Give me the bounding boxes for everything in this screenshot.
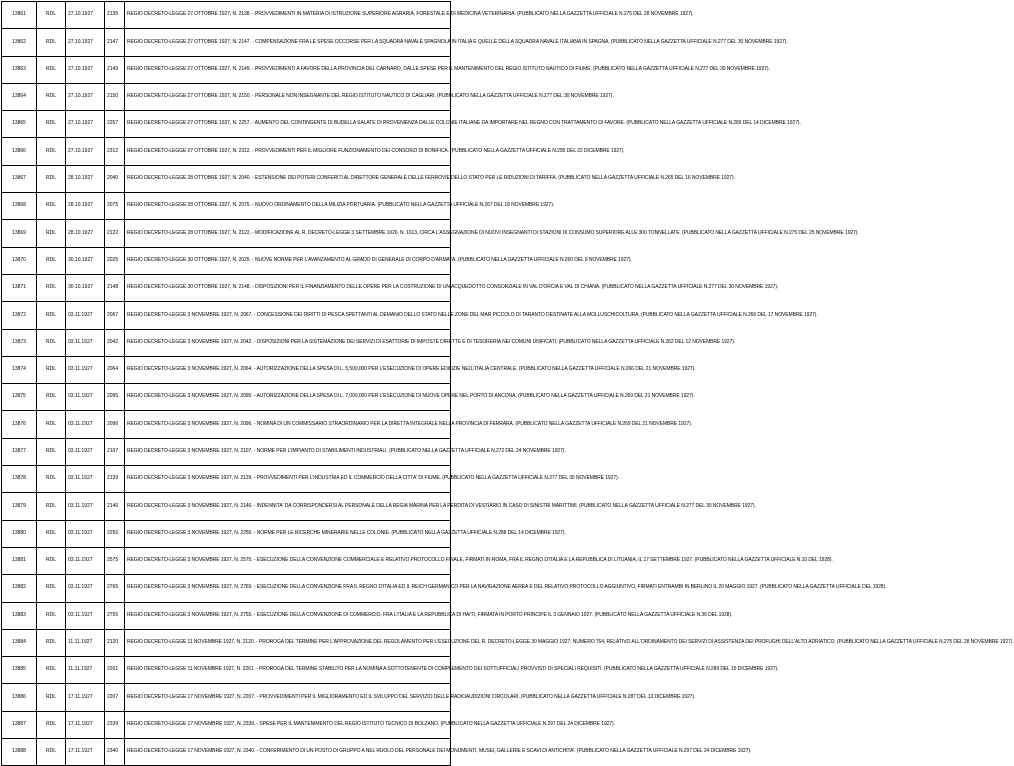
row-description-cell: REGIO DECRETO-LEGGE 3 NOVEMBRE 1927, N. 2107. - NORME PER L'IMPIANTO DI STABILIMENTI INDUSTRIALI. (PUBBLICATO NELLA GAZZETTA UFFICIALE N.272 DEL 24 NOVEMBRE 1927). [125,438,451,465]
row-description-cell: REGIO DECRETO-LEGGE 30 OTTOBRE 1927, N. 2148. - DISPOSIZIONI PER IL FINANZIAMENTO DELLE OPERE PER LA COSTRUZIONE DI UN ACQUEDOTTO CONSORZIALE IN VAL D'ORCIA E VAL DI CHIANA. (PUBBLICATO NELLA GAZZETTA UFFICIALE N.277 DEL 30 NOVEMBRE 1927). [125,274,451,301]
row-number-cell: 13876 [2,411,37,438]
table-row [2,138,451,165]
row-date-cell: 03.11.1927 [66,466,105,493]
row-number-cell: 13883 [2,602,37,629]
row-type-cell: RDL [37,356,66,383]
row-type-cell: RDL [37,193,66,220]
row-date-cell: 28.10.1927 [66,220,105,247]
row-date-cell: 03.11.1927 [66,602,105,629]
row-law-number-cell: 2107 [105,438,125,465]
row-number-cell: 13884 [2,629,37,656]
row-date-cell: 27.10.1927 [66,111,105,138]
row-number-cell: 13864 [2,83,37,110]
row-number-cell: 13862 [2,29,37,56]
row-type-cell: RDL [37,575,66,602]
row-type-cell: RDL [37,657,66,684]
row-description-cell: REGIO DECRETO-LEGGE 3 NOVEMBRE 1927, N. 2146. - INDENNITA' DA CORRISPONDERSI AL PERSONALE DELLA REGIA MARINA PER LA PERDITA DI VESTIARIO IN CASO DI SINISTRI MARITTIMI. (PUBBLICATO NELLA GAZZETTA UFFICIALE N.277 DEL 30 NOVEMBRE 1927). [125,493,451,520]
row-description-cell: REGIO DECRETO-LEGGE 3 NOVEMBRE 1927, N. 2042. - DISPOSIZIONI PER LA SISTEMAZIONE DEI SERVIZI DI ESATTORIE DI IMPOSTE DIRETTE E DI TESORERIA NEI COMUNI UNIFICATI. (PUBBLICATO NELLA GAZZETTA UFFICIALE N.262 DEL 12 NOVEMBRE 1927). [125,329,451,356]
row-law-number-cell: 2261 [105,657,125,684]
row-law-number-cell: 2096 [105,411,125,438]
row-description-cell: REGIO DECRETO-LEGGE 28 OTTOBRE 1927, N. 2040. - ESTENSIONE DEI POTERI CONFERITI AL DIRETTORE GENERALE DELLE FERROVIE DELLO STATO PER LE RIDUZIONI DI TARIFFA. (PUBBLICATO NELLA GAZZETTA UFFICIALE N.265 DEL 16 NOVEMBRE 1927). [125,165,451,192]
table-row [2,2,451,29]
row-date-cell: 28.10.1927 [66,193,105,220]
table-row [2,56,451,83]
row-number-cell: 13866 [2,138,37,165]
row-law-number-cell: 2340 [105,739,125,766]
row-number-cell: 13870 [2,247,37,274]
table-row [2,711,451,738]
row-description-cell: REGIO DECRETO-LEGGE 3 NOVEMBRE 1927, N. 2139. - PROVVEDIMENTI PER L'INDUSTRIA ED IL COMMERCIO DELLA CITTA' DI FIUME. (PUBBLICATO NELLA GAZZETTA UFFICIALE N.277 DEL 30 NOVEMBRE 1927). [125,466,451,493]
row-type-cell: RDL [37,384,66,411]
row-type-cell: RDL [37,29,66,56]
table-row [2,657,451,684]
row-number-cell: 13861 [2,2,37,29]
row-type-cell: RDL [37,520,66,547]
row-type-cell: RDL [37,739,66,766]
table-row [2,739,451,766]
row-law-number-cell: 2042 [105,329,125,356]
row-date-cell: 03.11.1927 [66,384,105,411]
row-date-cell: 03.11.1927 [66,302,105,329]
row-type-cell: RDL [37,111,66,138]
table-row [2,111,451,138]
row-description-cell: REGIO DECRETO-LEGGE 3 NOVEMBRE 1927, N. 2095. - AUTORIZZAZIONE DELLA SPESA DI L. 7,000,000 PER L'ESECUZIONE DI NUOVE OPERE NEL PORTO DI ANCONA. (PUBBLICATO NELLA GAZZETTA UFFICIALE N.269 DEL 21 NOVEMBRE 1927). [125,384,451,411]
row-type-cell: RDL [37,274,66,301]
table-row [2,274,451,301]
row-date-cell: 27.10.1927 [66,138,105,165]
row-number-cell: 13874 [2,356,37,383]
row-law-number-cell: 2150 [105,83,125,110]
table-row [2,83,451,110]
row-law-number-cell: 2765 [105,575,125,602]
row-description-cell: REGIO DECRETO-LEGGE 3 NOVEMBRE 1927, N. 2575. - ESECUZIONE DELLA CONVENZIONE COMMERCIALE E RELATIVO PROTOCOLLO FINALE, FIRMATI IN ROMA, FRA IL REGNO D'ITALIA E LA REPUBBLICA DI LITUANIA, IL 17 SETTEMBRE 1927. (PUBBLICATO NELLA GAZZETTA UFFICIALE N.10 DEL 1928). [125,547,451,574]
row-date-cell: 27.10.1927 [66,2,105,29]
law-register-table [1,1,1014,766]
row-date-cell: 03.11.1927 [66,329,105,356]
row-number-cell: 13880 [2,520,37,547]
row-date-cell: 11.11.1927 [66,629,105,656]
row-law-number-cell: 2312 [105,138,125,165]
row-type-cell: RDL [37,165,66,192]
table-row [2,520,451,547]
row-law-number-cell: 2575 [105,547,125,574]
row-type-cell: RDL [37,466,66,493]
row-type-cell: RDL [37,329,66,356]
row-law-number-cell: 2135 [105,2,125,29]
table-row [2,602,451,629]
row-number-cell: 13886 [2,684,37,711]
row-date-cell: 30.10.1927 [66,274,105,301]
row-law-number-cell: 2122 [105,220,125,247]
row-type-cell: RDL [37,247,66,274]
row-description-cell: REGIO DECRETO-LEGGE 17 NOVEMBRE 1927, N. 2207. - PROVVEDIMENTI PER IL MIGLIORAMENTO ED IL SVILUPPO DEL SERVIZIO DELLE RADIOAUDIZIONI CIRCOLARI. (PUBBLICATO NELLA GAZZETTA UFFICIALE N.287 DEL 13 DICEMBRE 1927). [125,684,451,711]
table-row [2,220,451,247]
row-type-cell: RDL [37,83,66,110]
row-number-cell: 13885 [2,657,37,684]
row-type-cell: RDL [37,602,66,629]
table-row [2,193,451,220]
row-description-cell: REGIO DECRETO-LEGGE 3 NOVEMBRE 1927, N. 2256. - NORME PER LE RICERCHE MINERARIE NELLE COLONIE. (PUBBLICATO NELLA GAZZETTA UFFICIALE N.288 DEL 14 DICEMBRE 1927). [125,520,451,547]
row-description-cell: REGIO DECRETO-LEGGE 3 NOVEMBRE 1927, N. 2755. - ESECUZIONE DELLA CONVENZIONE DI COMMERCIO, FRA L'ITALIA E LA REPUBBLICA DI HAITI, FIRMATA IN PORTO PRINCIPE IL 3 GENNAIO 1927. (PUBBLICATO NELLA GAZZETTA UFFICIALE N.36 DEL 1928). [125,602,451,629]
table-row [2,302,451,329]
row-number-cell: 13867 [2,165,37,192]
row-date-cell: 17.11.1927 [66,711,105,738]
row-number-cell: 13887 [2,711,37,738]
row-description-cell: REGIO DECRETO-LEGGE 27 OTTOBRE 1927, N. 2149. - PROVVEDIMENTI A FAVORE DELLA PROVINCIA DEL CARNARO, DALLE SPESE PER IL MANTENIMENTO DEL REGIO ISTITUTO NAUTICO DI FIUME. (PUBBLICATO NELLA GAZZETTA UFFICIALE N.277 DEL 30 NOVEMBRE 1927). [125,56,451,83]
row-date-cell: 27.10.1927 [66,29,105,56]
row-type-cell: RDL [37,56,66,83]
row-number-cell: 13879 [2,493,37,520]
row-type-cell: RDL [37,138,66,165]
row-number-cell: 13882 [2,575,37,602]
row-date-cell: 17.11.1927 [66,684,105,711]
row-date-cell: 03.11.1927 [66,493,105,520]
row-number-cell: 13888 [2,739,37,766]
row-type-cell: RDL [37,629,66,656]
row-law-number-cell: 2075 [105,193,125,220]
table-row [2,575,451,602]
row-law-number-cell: 2148 [105,274,125,301]
row-type-cell: RDL [37,2,66,29]
table-row [2,547,451,574]
row-number-cell: 13863 [2,56,37,83]
table-row [2,384,451,411]
row-number-cell: 13875 [2,384,37,411]
row-number-cell: 13873 [2,329,37,356]
table-row [2,356,451,383]
row-type-cell: RDL [37,493,66,520]
row-number-cell: 13868 [2,193,37,220]
row-type-cell: RDL [37,302,66,329]
table-row [2,329,451,356]
row-date-cell: 03.11.1927 [66,575,105,602]
row-number-cell: 13881 [2,547,37,574]
row-description-cell: REGIO DECRETO-LEGGE 17 NOVEMBRE 1927, N. 2340. - CONFERIMENTO DI UN POSTO DI GRUPPO A NEL RUOLO DEL PERSONALE DEI MONUMENTI, MUSEI, GALLERIE E SCAVI DI ANTICHITA'. (PUBBLICATO NELLA GAZZETTA UFFICIALE N.297 DEL 24 DICEMBRE 1927). [125,739,451,766]
row-date-cell: 11.11.1927 [66,657,105,684]
row-number-cell: 13871 [2,274,37,301]
row-description-cell: REGIO DECRETO-LEGGE 3 NOVEMBRE 1927, N. 2765. - ESECUZIONE DELLA CONVENZIONE FRA IL REGNO D'ITALIA ED IL REICH GERMANICO PER LA NAVIGAZIONE AEREA E DEL RELATIVO PROTOCOLLO AGGIUNTIVO, FIRMATI ENTRAMBI IN BERLINO IL 20 MAGGIO 1927. (PUBBLICATO NELLA GAZZETTA UFFICIALE DEL 1928). [125,575,451,602]
row-law-number-cell: 2139 [105,466,125,493]
row-date-cell: 03.11.1927 [66,356,105,383]
row-law-number-cell: 2095 [105,384,125,411]
table-row [2,29,451,56]
row-date-cell: 30.10.1927 [66,247,105,274]
row-number-cell: 13872 [2,302,37,329]
row-date-cell: 27.10.1927 [66,56,105,83]
row-date-cell: 27.10.1927 [66,83,105,110]
row-description-cell: REGIO DECRETO-LEGGE 3 NOVEMBRE 1927, N. 2067. - CONCESSIONE DEI DIRITTI DI PESCA SPETTANTI AL DEMANIO DELLO STATO NELLE ZONE DEL MAR PICCOLO DI TARANTO DESTINATE ALLA MOLLUSCHICOLTURA. (PUBBLICATO NELLA GAZZETTA UFFICIALE N.266 DEL 17 NOVEMBRE 1927). [125,302,451,329]
table-row [2,247,451,274]
row-date-cell: 03.11.1927 [66,411,105,438]
row-description-cell: REGIO DECRETO-LEGGE 27 OTTOBRE 1927, N. 2147. - COMPENSAZIONE FRA LE SPESE OCCORSE PER LA SQUADRA NAVALE SPAGNOLA IN ITALIA E QUELLE DELLA SQUADRA NAVALE ITALIANA IN SPAGNA. (PUBBLICATO NELLA GAZZETTA UFFICIALE N.277 DEL 30 NOVEMBRE 1927). [125,29,451,56]
row-law-number-cell: 2146 [105,493,125,520]
table-row [2,493,451,520]
table-row [2,165,451,192]
row-type-cell: RDL [37,220,66,247]
row-law-number-cell: 2040 [105,165,125,192]
row-description-cell: REGIO DECRETO-LEGGE 27 OTTOBRE 1927, N. 2150. - PERSONALE NON INSEGNANTE DEL REGIO ISTITUTO NAUTICO DI CAGLIARI. (PUBBLICATO NELLA GAZZETTA UFFICIALE N.277 DEL 30 NOVEMBRE 1927). [125,83,451,110]
row-number-cell: 13878 [2,466,37,493]
law-register-rows [2,2,1014,766]
table-row [2,629,451,656]
row-date-cell: 17.11.1927 [66,739,105,766]
row-law-number-cell: 2149 [105,56,125,83]
row-description-cell: REGIO DECRETO-LEGGE 30 OTTOBRE 1927, N. 2025. - NUOVE NORME PER L'AVANZAMENTO AL GRADO DI GENERALE DI CORPO D'ARMATA. (PUBBLICATO NELLA GAZZETTA UFFICIALE N.260 DEL 9 NOVEMBRE 1927). [125,247,451,274]
row-type-cell: RDL [37,438,66,465]
row-law-number-cell: 2257 [105,111,125,138]
table-row [2,466,451,493]
row-number-cell: 13869 [2,220,37,247]
row-number-cell: 13877 [2,438,37,465]
row-type-cell: RDL [37,411,66,438]
table-row [2,411,451,438]
row-type-cell: RDL [37,711,66,738]
row-date-cell: 03.11.1927 [66,520,105,547]
row-type-cell: RDL [37,684,66,711]
row-law-number-cell: 2067 [105,302,125,329]
row-type-cell: RDL [37,547,66,574]
row-description-cell: REGIO DECRETO-LEGGE 11 NOVEMBRE 1927, N. 2120. - PROROGA DEL TERMINE PER L'APPROVAZIONE DEL REGOLAMENTO PER L'ESECUZIONE DEL R. DECRETO-LEGGE 30 MAGGIO 1927, NUMERO 764, RELATIVO ALL'ORDINAMENTO DEI SERVIZI DI ASSISTENZA DEI PROFUGHI DELL'ALTO ADRIATICO. (PUBBLICATO NELLA GAZZETTA UFFICIALE N.275 DEL 28 NOVEMBRE 1927). [125,629,451,656]
row-law-number-cell: 2207 [105,684,125,711]
row-number-cell: 13865 [2,111,37,138]
row-description-cell: REGIO DECRETO-LEGGE 3 NOVEMBRE 1927, N. 2096. - NOMINA DI UN COMMISSARIO STRAORDINARIO PER LA DIRETTA INTEGRALE NELLA PROVINCIA DI FERRARA. (PUBBLICATO NELLA GAZZETTA UFFICIALE N.269 DEL 21 NOVEMBRE 1927). [125,411,451,438]
row-date-cell: 28.10.1927 [66,165,105,192]
row-law-number-cell: 2064 [105,356,125,383]
row-description-cell: REGIO DECRETO-LEGGE 28 OTTOBRE 1927, N. 2122. - MODIFICAZIONE AL R. DECRETO-LEGGE 3 SETTEMBRE 1926, N. 1613, CIRCA L'ASSEGNAZIONE DI NUOVI INSEGNANTI DI STAZIONI DI CONSUMO SUPERIORE ALLE 300 TONNELLATE. (PUBBLICATO NELLA GAZZETTA UFFICIALE N.275 DEL 25 NOVEMBRE 1927). [125,220,451,247]
row-law-number-cell: 2755 [105,602,125,629]
row-law-number-cell: 2339 [105,711,125,738]
row-description-cell: REGIO DECRETO-LEGGE 27 OTTOBRE 1927, N. 2312. - PROVVEDIMENTI PER IL MIGLIORE FUNZIONAMENTO DEI CONSORZI DI BONIFICA. (PUBBLICATO NELLA GAZZETTA UFFICIALE N.295 DEL 22 DICEMBRE 1927). [125,138,451,165]
row-law-number-cell: 2120 [105,629,125,656]
row-law-number-cell: 2256 [105,520,125,547]
row-description-cell: REGIO DECRETO-LEGGE 27 OTTOBRE 1927, N. 2257. - AUMENTO DEL CONTINGENTE DI BUDELLA SALATE DI PROVENIENZA DALLE COLONIE ITALIANE DA IMPORTARE NEL REGNO CON TRATTAMENTO DI FAVORE. (PUBBLICATO NELLA GAZZETTA UFFICIALE N.289 DEL 14 DICEMBRE 1927). [125,111,451,138]
table-row [2,438,451,465]
row-description-cell: REGIO DECRETO-LEGGE 28 OTTOBRE 1927, N. 2075. - NUOVO ORDINAMENTO DELLA MILIZIA PORTUARIA. (PUBBLICATO NELLA GAZZETTA UFFICIALE N.267 DEL 18 NOVEMBRE 1927). [125,193,451,220]
row-date-cell: 03.11.1927 [66,547,105,574]
row-description-cell: REGIO DECRETO-LEGGE 3 NOVEMBRE 1927, N. 2064. - AUTORIZZAZIONE DELLA SPESA DI L. 5,500,000 PER L'ESECUZIONE DI OPERE EDILIZIE NELL'ITALIA CENTRALE. (PUBBLICATO NELLA GAZZETTA UFFICIALE N.266 DEL 21 NOVEMBRE 1927). [125,356,451,383]
row-law-number-cell: 2147 [105,29,125,56]
row-description-cell: REGIO DECRETO-LEGGE 27 OTTOBRE 1927, N. 2138. - PROVVEDIMENTI IN MATERIA DI ISTRUZIONE SUPERIORE AGRARIA, FORESTALE E DI MEDICINA VETERINARIA. (PUBBLICATO NELLA GAZZETTA UFFICIALE N.275 DEL 28 NOVEMBRE 1927). [125,2,451,29]
table-row [2,684,451,711]
row-description-cell: REGIO DECRETO-LEGGE 17 NOVEMBRE 1927, N. 2339. - SPESE PER IL MANTENIMENTO DEL REGIO ISTITUTO TECNICO DI BOLZANO. (PUBBLICATO NELLA GAZZETTA UFFICIALE N.297 DEL 24 DICEMBRE 1927). [125,711,451,738]
row-description-cell: REGIO DECRETO-LEGGE 11 NOVEMBRE 1927, N. 2261. - PROROGA DEL TERMINE STABILITO PER LA NOMINA A SOTTOTENENTE DI COMPLEMENTO DEI SOTTUFFICIALI PROVVISTI DI SPECIALI REQUISITI. (PUBBLICATO NELLA GAZZETTA UFFICIALE N.289 DEL 15 DICEMBRE 1927). [125,657,451,684]
row-law-number-cell: 2025 [105,247,125,274]
row-date-cell: 03.11.1927 [66,438,105,465]
